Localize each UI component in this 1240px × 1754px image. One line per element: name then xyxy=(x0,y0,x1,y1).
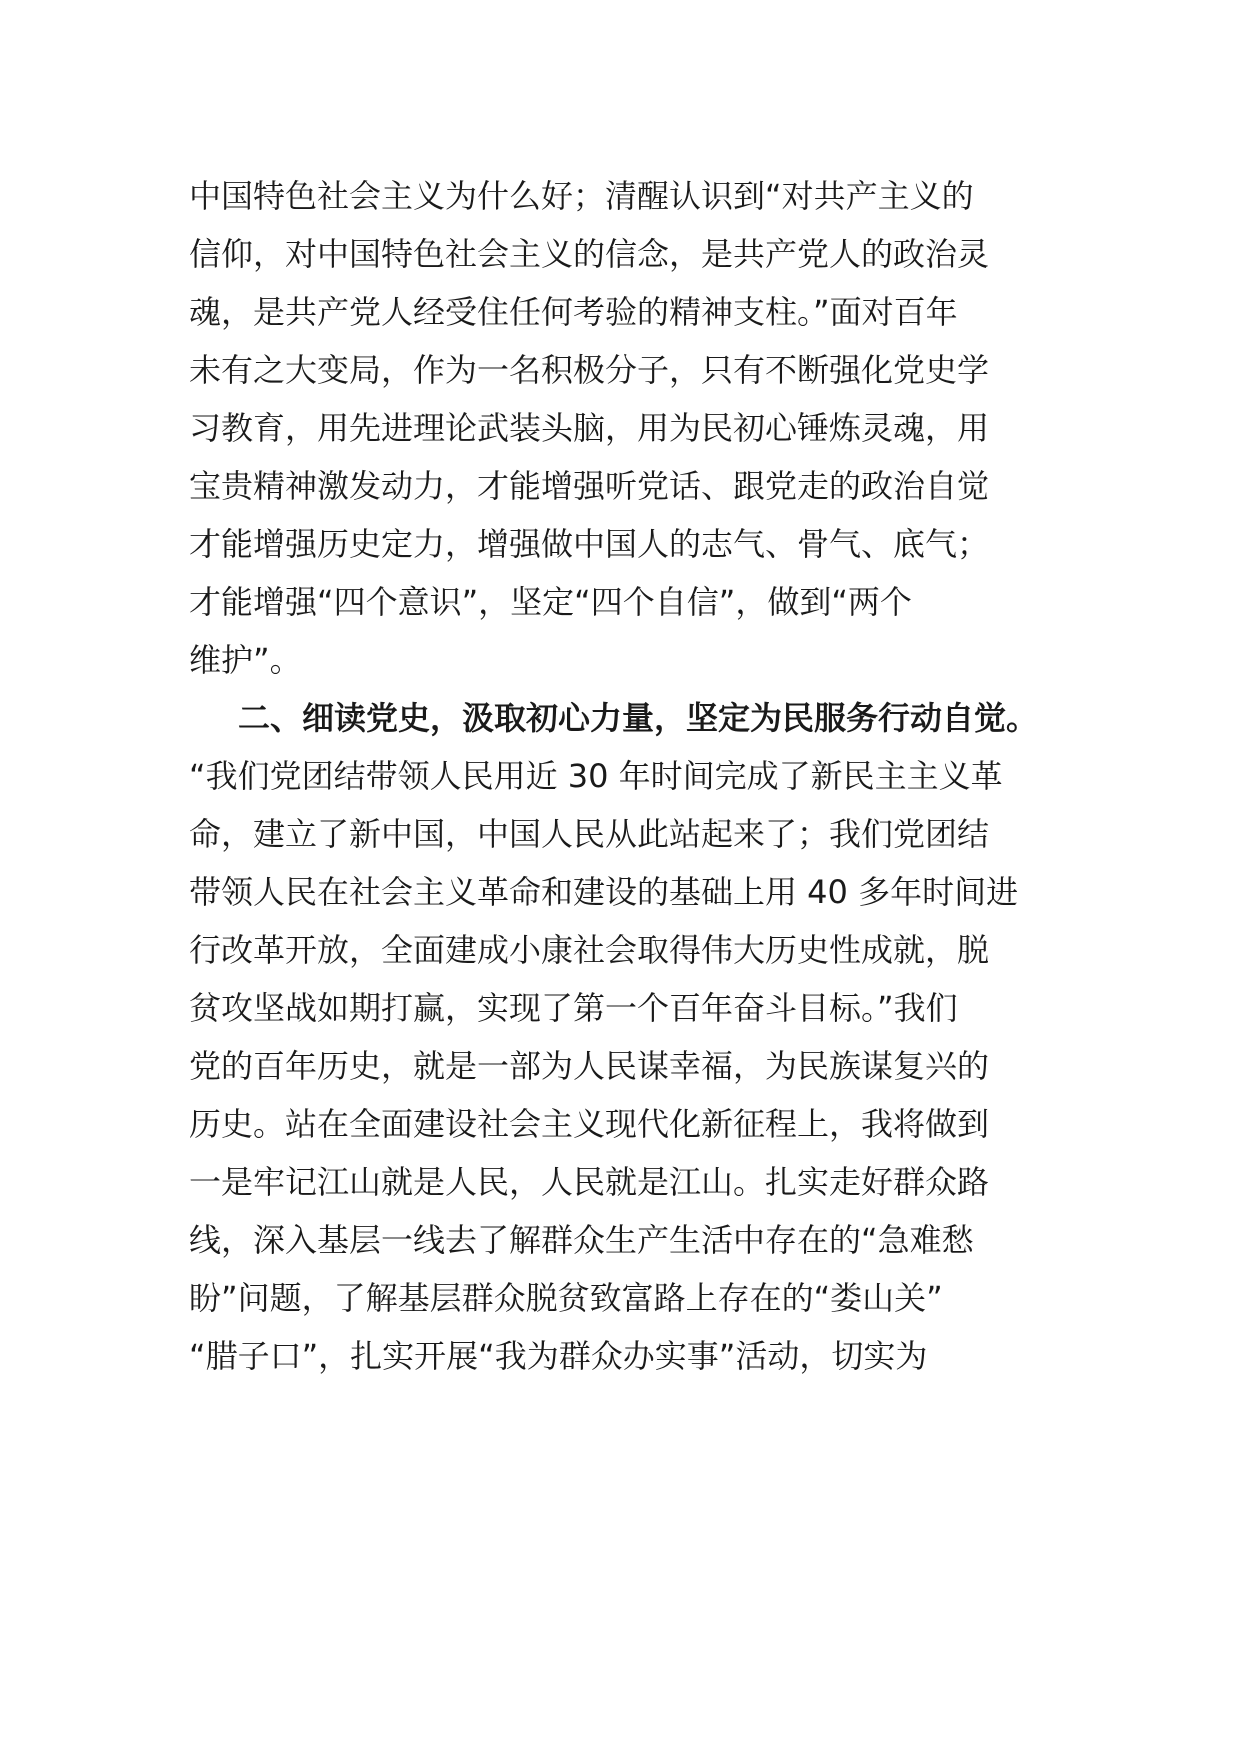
body-line: 才能增强“四个意识”，坚定“四个自信”，做到“两个 xyxy=(189,583,912,621)
body-line: 未有之大变局，作为一名积极分子，只有不断强化党史学 xyxy=(189,351,990,389)
body-line: 行改革开放，全面建成小康社会取得伟大历史性成就，脱 xyxy=(189,931,990,969)
body-line: 贫攻坚战如期打赢，实现了第一个百年奋斗目标。”我们 xyxy=(189,989,958,1027)
body-line: 线，深入基层一线去了解群众生产生活中存在的“急难愁 xyxy=(189,1221,974,1259)
body-line: 历史。站在全面建设社会主义现代化新征程上，我将做到 xyxy=(189,1105,990,1143)
body-line: 命，建立了新中国，中国人民从此站起来了；我们党团结 xyxy=(189,815,990,853)
body-line: 带领人民在社会主义革命和建设的基础上用 40 多年时间进 xyxy=(189,873,1019,911)
body-line: “腊子口”，扎实开展“我为群众办实事”活动，切实为 xyxy=(189,1337,928,1375)
body-line: 党的百年历史，就是一部为人民谋幸福，为民族谋复兴的 xyxy=(189,1047,990,1085)
body-line: 一是牢记江山就是人民，人民就是江山。扎实走好群众路 xyxy=(189,1163,990,1201)
section-heading: 二、细读党史，汲取初心力量，坚定为民服务行动自觉。 xyxy=(238,699,1039,737)
body-line: 中国特色社会主义为什么好；清醒认识到“对共产主义的 xyxy=(189,177,974,215)
body-line: 维护”。 xyxy=(189,641,302,679)
body-line: 习教育，用先进理论武装头脑，用为民初心锤炼灵魂，用 xyxy=(189,409,990,447)
body-line: 信仰，对中国特色社会主义的信念，是共产党人的政治灵 xyxy=(189,235,990,273)
body-line: 魂，是共产党人经受住任何考验的精神支柱。”面对百年 xyxy=(189,293,958,331)
body-line: 盼”问题，了解基层群众脱贫致富路上存在的“娄山关” xyxy=(189,1279,943,1317)
body-line: 宝贵精神激发动力，才能增强听党话、跟党走的政治自觉 xyxy=(189,467,990,505)
body-line: “我们党团结带领人民用近 30 年时间完成了新民主主义革 xyxy=(189,757,1003,795)
body-line: 才能增强历史定力，增强做中国人的志气、骨气、底气； xyxy=(189,525,990,563)
